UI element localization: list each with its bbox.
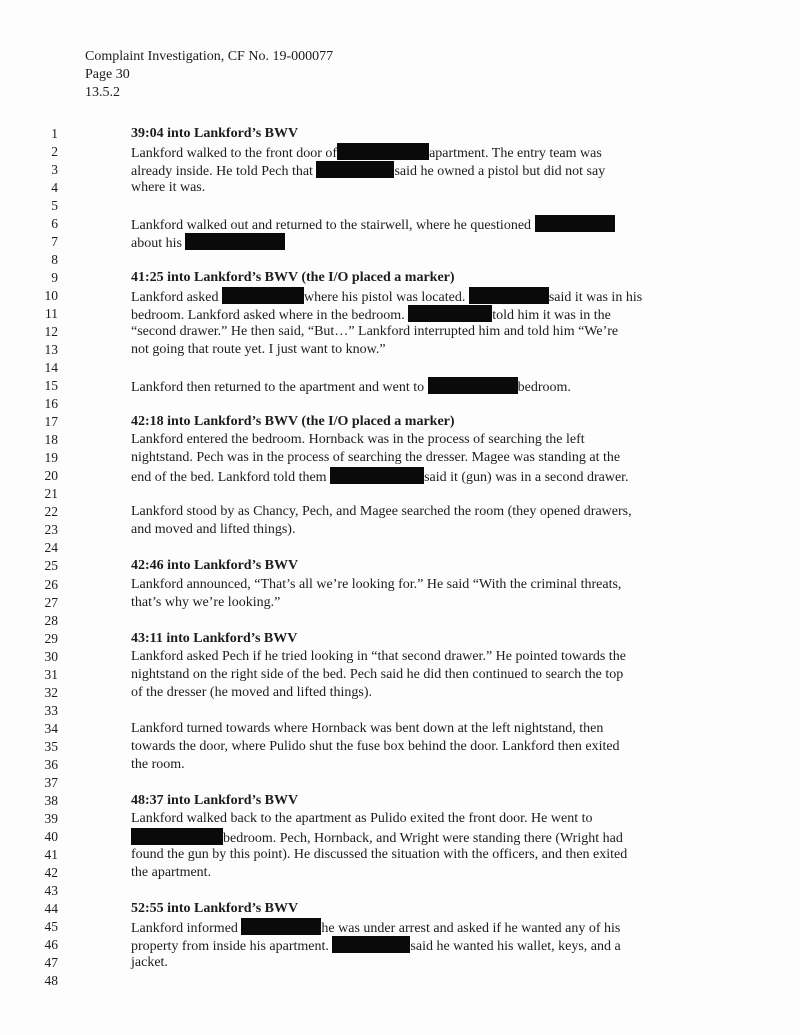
document-line <box>0 756 800 774</box>
document-line <box>0 684 800 702</box>
document-line <box>0 666 800 684</box>
line-number: 46 <box>44 936 58 952</box>
line-text <box>131 215 615 235</box>
text-segment: he was under arrest and asked if he wanted any of his <box>321 920 621 936</box>
document-line <box>0 918 800 936</box>
text-segment: the apartment. <box>131 864 212 880</box>
line-text <box>131 828 623 848</box>
line-text <box>131 576 621 594</box>
document-line <box>0 576 800 594</box>
line-number: 23 <box>44 522 58 538</box>
text-segment: Lankford then returned to the apartment and went to <box>131 380 428 396</box>
text-segment: told him it was in the <box>492 308 611 324</box>
text-segment: said he owned a pistol but did not say <box>394 164 606 180</box>
document-line <box>0 648 800 666</box>
line-number: 14 <box>44 360 58 376</box>
text-segment: Lankford entered the bedroom. Hornback was in the process of searching the left <box>131 432 585 448</box>
document-line <box>0 161 800 179</box>
redaction-block <box>330 467 424 484</box>
text-segment: “second drawer.” He then said, “But…” Lankford interrupted him and told him “We’re <box>131 324 619 340</box>
text-segment: jacket. <box>131 954 168 970</box>
document-line <box>0 864 800 882</box>
line-number: 29 <box>44 630 58 646</box>
page-header <box>85 48 333 102</box>
text-segment: 42:46 into Lankford’s BWV <box>131 558 299 574</box>
redaction-block <box>185 233 285 250</box>
line-number: 5 <box>51 198 58 214</box>
document-line <box>0 251 800 269</box>
document-line <box>0 828 800 846</box>
document-line <box>0 143 800 161</box>
line-number: 31 <box>44 666 58 682</box>
line-text <box>131 521 295 539</box>
text-segment: Lankford walked to the front door of <box>131 146 338 162</box>
line-number: 47 <box>44 954 58 970</box>
line-number: 33 <box>44 702 58 718</box>
line-text <box>131 431 585 449</box>
text-segment: bedroom. <box>517 380 571 396</box>
redaction-block <box>316 161 394 178</box>
document-line <box>0 900 800 918</box>
line-number: 32 <box>44 684 58 700</box>
line-text <box>131 179 205 197</box>
line-text <box>131 161 605 181</box>
document-line <box>0 359 800 377</box>
text-segment: 43:11 into Lankford’s BWV <box>131 630 298 646</box>
text-segment: where it was. <box>131 180 206 196</box>
line-text <box>131 143 602 163</box>
line-text <box>131 666 623 684</box>
text-segment: already inside. He told Pech that <box>131 164 317 180</box>
line-number: 13 <box>44 342 58 358</box>
entry-heading <box>131 413 455 431</box>
redaction-block <box>131 828 223 845</box>
text-segment: property from inside his apartment. <box>131 938 333 954</box>
line-text <box>131 738 620 756</box>
entry-heading <box>131 792 298 810</box>
line-number: 3 <box>51 162 58 178</box>
line-number: 19 <box>44 450 58 466</box>
document-line <box>0 702 800 720</box>
line-number: 38 <box>44 792 58 808</box>
document-line <box>0 467 800 485</box>
line-number: 24 <box>44 540 58 556</box>
document-line <box>0 792 800 810</box>
text-segment: 52:55 into Lankford’s BWV <box>131 900 299 916</box>
redaction-block <box>408 305 492 322</box>
document-line <box>0 846 800 864</box>
document-line <box>0 233 800 251</box>
document-line <box>0 630 800 648</box>
text-segment: Lankford walked back to the apartment as Pulido exited the front door. He went to <box>131 810 593 826</box>
text-segment: said he wanted his wallet, keys, and a <box>410 938 621 954</box>
line-text <box>131 377 571 397</box>
text-segment: Lankford informed <box>131 920 242 936</box>
line-number: 12 <box>44 324 58 340</box>
text-segment: end of the bed. Lankford told them <box>131 470 331 486</box>
redaction-block <box>469 287 549 304</box>
text-segment: Lankford walked out and returned to the stairwell, where he questioned <box>131 218 535 234</box>
line-number: 6 <box>51 216 58 232</box>
document-line <box>0 557 800 575</box>
line-number: 30 <box>44 648 58 664</box>
document-line <box>0 449 800 467</box>
line-number: 41 <box>44 846 58 862</box>
document-line <box>0 215 800 233</box>
line-text <box>131 341 386 359</box>
line-text <box>131 936 621 956</box>
redaction-block <box>428 377 518 394</box>
line-number: 36 <box>44 756 58 772</box>
document-line <box>0 612 800 630</box>
document-line <box>0 125 800 143</box>
line-text <box>131 756 185 774</box>
line-text <box>131 305 611 325</box>
text-segment: bedroom. Pech, Hornback, and Wright were standing there (Wright had <box>223 830 623 846</box>
line-number: 28 <box>44 612 58 628</box>
line-number: 42 <box>44 864 58 880</box>
redaction-block <box>535 215 615 232</box>
line-number: 11 <box>45 306 58 322</box>
line-text <box>131 503 632 521</box>
line-text <box>131 287 642 307</box>
line-number: 2 <box>51 144 58 160</box>
text-segment: the room. <box>131 756 185 772</box>
line-number: 44 <box>44 900 58 916</box>
line-text <box>131 720 603 738</box>
line-text <box>131 467 629 487</box>
line-number: 10 <box>44 288 58 304</box>
entry-heading <box>131 630 297 648</box>
line-number: 21 <box>44 486 58 502</box>
line-number: 40 <box>44 828 58 844</box>
text-segment: said it was in his <box>548 290 643 306</box>
text-segment: 42:18 into Lankford’s BWV (the I/O placed a marker) <box>131 414 455 430</box>
line-text <box>131 918 620 938</box>
line-number: 8 <box>51 252 58 268</box>
line-number: 39 <box>44 810 58 826</box>
entry-heading <box>131 269 455 287</box>
document-line <box>0 503 800 521</box>
document-line <box>0 774 800 792</box>
document-line <box>0 377 800 395</box>
document-line <box>0 395 800 413</box>
document-line <box>0 269 800 287</box>
line-number: 20 <box>44 468 58 484</box>
document-line <box>0 305 800 323</box>
text-segment: that’s why we’re looking.” <box>131 594 281 610</box>
entry-heading <box>131 125 298 143</box>
line-number: 25 <box>44 558 58 574</box>
line-number: 22 <box>44 504 58 520</box>
document-line <box>0 431 800 449</box>
document-line <box>0 485 800 503</box>
document-line <box>0 738 800 756</box>
line-text <box>131 810 592 828</box>
document-line <box>0 413 800 431</box>
text-segment: Lankford announced, “That’s all we’re looking for.” He said “With the criminal threats, <box>131 576 622 592</box>
document-line <box>0 720 800 738</box>
line-number: 18 <box>44 432 58 448</box>
document-line <box>0 323 800 341</box>
line-number: 4 <box>51 180 58 196</box>
text-segment: nightstand. Pech was in the process of searching the dresser. Magee was standing at the <box>131 450 621 466</box>
text-segment: bedroom. Lankford asked where in the bedroom. <box>131 308 409 324</box>
document-line <box>0 539 800 557</box>
text-segment: said it (gun) was in a second drawer. <box>424 470 629 486</box>
text-segment: nightstand on the right side of the bed. Pech said he did then continued to search the top <box>131 666 624 682</box>
document-line <box>0 341 800 359</box>
text-segment: and moved and lifted things). <box>131 522 296 538</box>
line-number: 48 <box>44 972 58 988</box>
text-segment: 48:37 into Lankford’s BWV <box>131 792 299 808</box>
line-number: 15 <box>44 378 58 394</box>
document-line <box>0 972 800 990</box>
line-text <box>131 323 618 341</box>
line-number: 27 <box>44 594 58 610</box>
line-text <box>131 846 627 864</box>
text-segment: Lankford asked Pech if he tried looking in “that second drawer.” He pointed towards the <box>131 648 626 664</box>
document-line <box>0 179 800 197</box>
header-section: 13.5.2 <box>85 85 120 100</box>
text-segment: towards the door, where Pulido shut the fuse box behind the door. Lankford then exited <box>131 738 620 754</box>
line-text <box>131 954 168 972</box>
redaction-block <box>241 918 321 935</box>
line-number: 16 <box>44 396 58 412</box>
redaction-block <box>332 936 410 953</box>
line-number: 7 <box>51 234 58 250</box>
text-segment: of the dresser (he moved and lifted things). <box>131 684 373 700</box>
text-segment: Lankford turned towards where Hornback was bent down at the left nightstand, then <box>131 720 604 736</box>
line-text <box>131 648 626 666</box>
redaction-block <box>337 143 429 160</box>
line-number: 34 <box>44 720 58 736</box>
document-line <box>0 594 800 612</box>
line-text <box>131 684 372 702</box>
line-number: 17 <box>44 414 58 430</box>
line-number: 37 <box>44 774 58 790</box>
line-number: 35 <box>44 738 58 754</box>
document-line <box>0 954 800 972</box>
text-segment: 41:25 into Lankford’s BWV (the I/O placed a marker) <box>131 270 455 286</box>
document-line <box>0 882 800 900</box>
text-segment: about his <box>131 236 186 252</box>
line-text <box>131 233 285 253</box>
entry-heading <box>131 557 298 575</box>
line-number: 26 <box>44 576 58 592</box>
line-text <box>131 449 620 467</box>
text-segment: Lankford asked <box>131 290 222 306</box>
document-line <box>0 936 800 954</box>
header-title: Complaint Investigation, CF No. 19-000077 <box>85 49 334 64</box>
line-number: 9 <box>51 270 58 286</box>
document-line <box>0 810 800 828</box>
text-segment: Lankford stood by as Chancy, Pech, and Magee searched the room (they opened drawers, <box>131 504 632 520</box>
line-text <box>131 594 280 612</box>
line-number: 45 <box>44 918 58 934</box>
line-text <box>131 864 211 882</box>
text-segment: where his pistol was located. <box>303 290 469 306</box>
text-segment: found the gun by this point). He discussed the situation with the officers, and then exited <box>131 846 628 862</box>
line-number: 1 <box>51 126 58 141</box>
text-segment: not going that route yet. I just want to know.” <box>131 342 386 358</box>
text-segment: apartment. The entry team was <box>429 146 602 162</box>
document-line <box>0 197 800 215</box>
text-segment: 39:04 into Lankford’s BWV <box>131 126 299 141</box>
header-page-number: Page 30 <box>85 67 130 82</box>
redaction-block <box>222 287 304 304</box>
document-line <box>0 287 800 305</box>
line-number: 43 <box>44 882 58 898</box>
entry-heading <box>131 900 298 918</box>
document-line <box>0 521 800 539</box>
